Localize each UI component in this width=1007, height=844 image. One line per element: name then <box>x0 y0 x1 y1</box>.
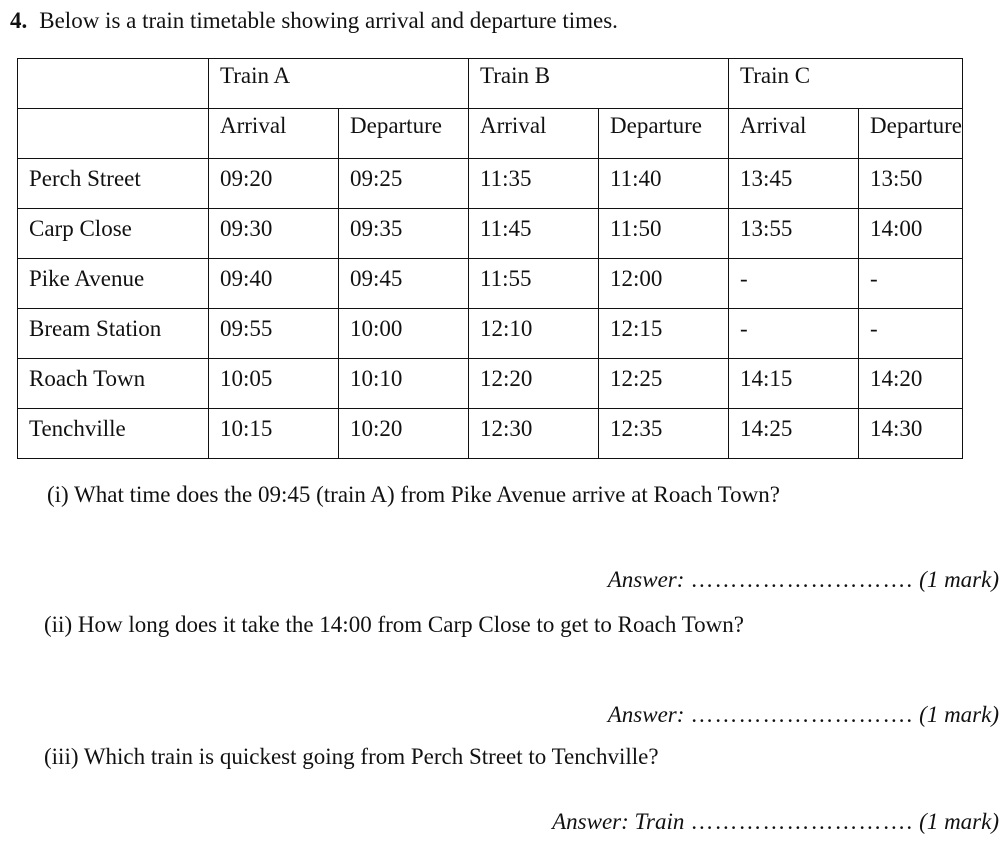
subheader-cell: Arrival <box>209 109 339 159</box>
timetable <box>17 58 963 459</box>
table-row <box>18 209 963 259</box>
time-cell: 10:05 <box>209 359 339 409</box>
time-cell: 11:55 <box>469 259 599 309</box>
time-cell: 09:20 <box>209 159 339 209</box>
time-cell: 10:00 <box>339 309 469 359</box>
question-number: 4. <box>10 8 28 33</box>
subquestion-iii: (iii) Which train is quickest going from Perch Street to Tenchville? <box>44 744 659 769</box>
time-cell: 14:30 <box>859 409 963 459</box>
station-name: Pike Avenue <box>18 259 209 309</box>
time-cell: 09:35 <box>339 209 469 259</box>
answer-blank[interactable]: ………………………. <box>690 809 914 834</box>
time-cell: - <box>729 259 859 309</box>
answer-label: Answer: <box>607 702 685 727</box>
train-header-row <box>18 59 963 109</box>
time-cell: 14:25 <box>729 409 859 459</box>
time-cell: 12:20 <box>469 359 599 409</box>
table-row <box>18 409 963 459</box>
station-name: Carp Close <box>18 209 209 259</box>
time-cell: 12:35 <box>599 409 729 459</box>
time-cell: 12:30 <box>469 409 599 459</box>
train-header: Train B <box>469 59 729 109</box>
answer-line-i <box>608 565 999 595</box>
time-cell: 14:15 <box>729 359 859 409</box>
time-cell: 14:00 <box>859 209 963 259</box>
subheader-cell: Departure <box>339 109 469 159</box>
subquestion-ii: (ii) How long does it take the 14:00 from Carp Close to get to Roach Town? <box>44 612 744 637</box>
time-cell: 09:45 <box>339 259 469 309</box>
question-heading <box>10 6 618 36</box>
station-name: Roach Town <box>18 359 209 409</box>
mark-label: (1 mark) <box>919 809 999 834</box>
station-name: Tenchville <box>18 409 209 459</box>
answer-label: Answer: Train <box>552 809 685 834</box>
time-cell: 10:15 <box>209 409 339 459</box>
answer-label: Answer: <box>607 567 685 592</box>
answer-blank[interactable]: ………………………. <box>690 702 914 727</box>
table-row <box>18 159 963 209</box>
time-cell: 11:40 <box>599 159 729 209</box>
time-cell: 13:45 <box>729 159 859 209</box>
train-header: Train C <box>729 59 963 109</box>
time-cell: - <box>859 309 963 359</box>
time-cell: 14:20 <box>859 359 963 409</box>
answer-line-ii <box>608 700 999 730</box>
subheader-cell: Arrival <box>729 109 859 159</box>
time-cell: 12:10 <box>469 309 599 359</box>
station-name: Perch Street <box>18 159 209 209</box>
time-cell: 10:20 <box>339 409 469 459</box>
question-text: Below is a train timetable showing arrival and departure times. <box>39 8 618 33</box>
time-cell: - <box>859 259 963 309</box>
subheader-cell: Departure <box>599 109 729 159</box>
corner-cell <box>18 109 209 159</box>
time-cell: 09:55 <box>209 309 339 359</box>
time-cell: 09:40 <box>209 259 339 309</box>
subquestion-i: (i) What time does the 09:45 (train A) from Pike Avenue arrive at Roach Town? <box>47 482 780 507</box>
time-cell: 12:00 <box>599 259 729 309</box>
time-cell: 10:10 <box>339 359 469 409</box>
time-cell: 12:15 <box>599 309 729 359</box>
mark-label: (1 mark) <box>919 702 999 727</box>
time-cell: 09:30 <box>209 209 339 259</box>
corner-cell <box>18 59 209 109</box>
table-row <box>18 309 963 359</box>
subheader-cell: Arrival <box>469 109 599 159</box>
train-header: Train A <box>209 59 469 109</box>
subheader-row <box>18 109 963 159</box>
station-name: Bream Station <box>18 309 209 359</box>
time-cell: 13:55 <box>729 209 859 259</box>
time-cell: 11:35 <box>469 159 599 209</box>
time-cell: 13:50 <box>859 159 963 209</box>
answer-blank[interactable]: ………………………. <box>690 567 914 592</box>
time-cell: 11:45 <box>469 209 599 259</box>
time-cell: 11:50 <box>599 209 729 259</box>
mark-label: (1 mark) <box>919 567 999 592</box>
time-cell: - <box>729 309 859 359</box>
table-row <box>18 359 963 409</box>
subheader-cell: Departure <box>859 109 963 159</box>
time-cell: 12:25 <box>599 359 729 409</box>
answer-line-iii <box>552 807 999 837</box>
time-cell: 09:25 <box>339 159 469 209</box>
table-row <box>18 259 963 309</box>
